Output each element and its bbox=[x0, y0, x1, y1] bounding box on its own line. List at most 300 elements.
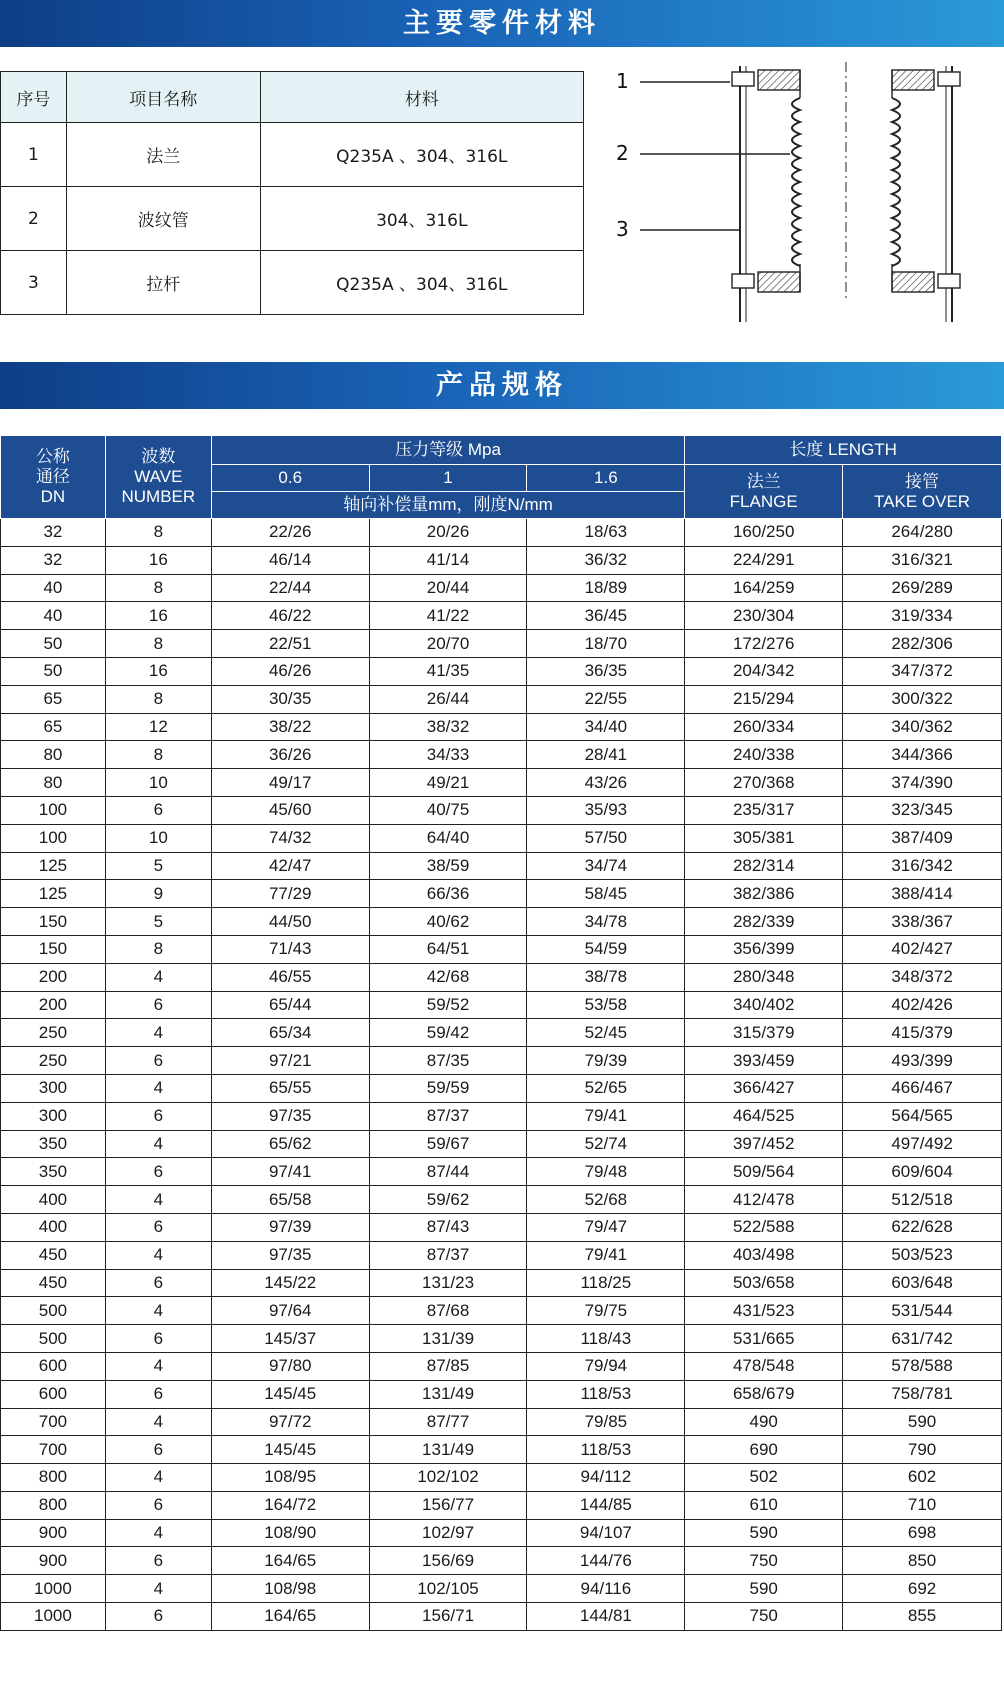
p06-cell: 46/55 bbox=[211, 963, 369, 991]
p16-cell: 79/41 bbox=[527, 1241, 685, 1269]
parts-cell: 2 bbox=[1, 187, 67, 251]
p16-cell: 57/50 bbox=[527, 824, 685, 852]
flange-cell: 240/338 bbox=[685, 741, 843, 769]
parts-header-cell: 项目名称 bbox=[66, 72, 260, 123]
wave-cell: 4 bbox=[105, 1074, 211, 1102]
dn-cell: 32 bbox=[1, 546, 106, 574]
flange-cell: 282/339 bbox=[685, 908, 843, 936]
spec-row bbox=[1, 1436, 1002, 1464]
p1-cell: 49/21 bbox=[369, 769, 527, 797]
takeover-cell: 344/366 bbox=[843, 741, 1002, 769]
p1-cell: 59/42 bbox=[369, 1019, 527, 1047]
flange-bottom-left bbox=[758, 272, 800, 292]
takeover-cell: 497/492 bbox=[843, 1130, 1002, 1158]
p06-cell: 42/47 bbox=[211, 852, 369, 880]
p06-cell: 164/72 bbox=[211, 1491, 369, 1519]
dn-cell: 400 bbox=[1, 1186, 106, 1214]
p06-cell: 65/55 bbox=[211, 1074, 369, 1102]
p16-cell: 144/76 bbox=[527, 1547, 685, 1575]
header-dn bbox=[1, 436, 106, 519]
header-wave-line: NUMBER bbox=[121, 487, 196, 506]
p1-cell: 131/39 bbox=[369, 1325, 527, 1353]
header-pressure: 压力等级 Mpa bbox=[211, 436, 684, 465]
dn-cell: 600 bbox=[1, 1380, 106, 1408]
p16-cell: 38/78 bbox=[527, 963, 685, 991]
section-title-materials: 主要零件材料 bbox=[403, 8, 601, 39]
dn-cell: 200 bbox=[1, 963, 106, 991]
p1-cell: 102/97 bbox=[369, 1519, 527, 1547]
p06-cell: 97/35 bbox=[211, 1102, 369, 1130]
dn-cell: 50 bbox=[1, 630, 106, 658]
wave-cell: 6 bbox=[105, 991, 211, 1019]
spec-row bbox=[1, 1325, 1002, 1353]
dn-cell: 65 bbox=[1, 713, 106, 741]
p06-cell: 164/65 bbox=[211, 1547, 369, 1575]
p16-cell: 118/53 bbox=[527, 1380, 685, 1408]
spec-row bbox=[1, 796, 1002, 824]
dn-cell: 40 bbox=[1, 602, 106, 630]
p16-cell: 43/26 bbox=[527, 769, 685, 797]
p16-cell: 79/41 bbox=[527, 1102, 685, 1130]
spec-row bbox=[1, 1102, 1002, 1130]
flange-cell: 224/291 bbox=[685, 546, 843, 574]
p06-cell: 46/14 bbox=[211, 546, 369, 574]
p16-cell: 34/40 bbox=[527, 713, 685, 741]
p06-cell: 108/90 bbox=[211, 1519, 369, 1547]
p16-cell: 118/43 bbox=[527, 1325, 685, 1353]
wave-cell: 4 bbox=[105, 1297, 211, 1325]
p1-cell: 34/33 bbox=[369, 741, 527, 769]
takeover-cell: 340/362 bbox=[843, 713, 1002, 741]
flange-cell: 215/294 bbox=[685, 685, 843, 713]
flange-cell: 282/314 bbox=[685, 852, 843, 880]
p16-cell: 53/58 bbox=[527, 991, 685, 1019]
spec-row bbox=[1, 685, 1002, 713]
wave-cell: 6 bbox=[105, 1047, 211, 1075]
p06-cell: 38/22 bbox=[211, 713, 369, 741]
dn-cell: 250 bbox=[1, 1019, 106, 1047]
p06-cell: 45/60 bbox=[211, 796, 369, 824]
header-dn-line: 公称 bbox=[35, 447, 70, 466]
wave-cell: 8 bbox=[105, 741, 211, 769]
takeover-cell: 493/399 bbox=[843, 1047, 1002, 1075]
header-takeover-line: TAKE OVER bbox=[874, 491, 971, 511]
p16-cell: 36/45 bbox=[527, 602, 685, 630]
header-dn-line: DN bbox=[40, 487, 66, 506]
p16-cell: 79/75 bbox=[527, 1297, 685, 1325]
header-wave bbox=[105, 436, 211, 519]
wave-cell: 8 bbox=[105, 685, 211, 713]
p06-cell: 97/35 bbox=[211, 1241, 369, 1269]
flange-cell: 750 bbox=[685, 1547, 843, 1575]
dn-cell: 700 bbox=[1, 1436, 106, 1464]
p06-cell: 22/44 bbox=[211, 574, 369, 602]
spec-row bbox=[1, 1297, 1002, 1325]
p06-cell: 145/45 bbox=[211, 1380, 369, 1408]
wave-cell: 9 bbox=[105, 880, 211, 908]
p1-cell: 102/102 bbox=[369, 1464, 527, 1492]
spec-row bbox=[1, 630, 1002, 658]
p06-cell: 71/43 bbox=[211, 935, 369, 963]
flange-cell: 204/342 bbox=[685, 657, 843, 685]
p16-cell: 34/74 bbox=[527, 852, 685, 880]
dn-cell: 350 bbox=[1, 1158, 106, 1186]
dn-cell: 100 bbox=[1, 824, 106, 852]
p06-cell: 145/37 bbox=[211, 1325, 369, 1353]
wave-cell: 8 bbox=[105, 630, 211, 658]
wave-cell: 6 bbox=[105, 1491, 211, 1519]
spec-row bbox=[1, 1547, 1002, 1575]
spec-row bbox=[1, 1491, 1002, 1519]
dn-cell: 450 bbox=[1, 1269, 106, 1297]
flange-cell: 658/679 bbox=[685, 1380, 843, 1408]
p06-cell: 108/98 bbox=[211, 1575, 369, 1603]
takeover-cell: 631/742 bbox=[843, 1325, 1002, 1353]
spec-row bbox=[1, 769, 1002, 797]
p1-cell: 20/70 bbox=[369, 630, 527, 658]
spec-row bbox=[1, 1352, 1002, 1380]
dn-cell: 250 bbox=[1, 1047, 106, 1075]
nut-bottom-left bbox=[732, 274, 754, 288]
flange-top-right bbox=[892, 70, 934, 90]
wave-cell: 6 bbox=[105, 1547, 211, 1575]
dn-cell: 700 bbox=[1, 1408, 106, 1436]
p16-cell: 79/85 bbox=[527, 1408, 685, 1436]
p16-cell: 54/59 bbox=[527, 935, 685, 963]
bellows-left-profile bbox=[792, 98, 800, 266]
flange-cell: 164/259 bbox=[685, 574, 843, 602]
wave-cell: 6 bbox=[105, 1269, 211, 1297]
p1-cell: 87/85 bbox=[369, 1352, 527, 1380]
takeover-cell: 348/372 bbox=[843, 963, 1002, 991]
flange-cell: 412/478 bbox=[685, 1186, 843, 1214]
spec-row bbox=[1, 880, 1002, 908]
dn-cell: 1000 bbox=[1, 1575, 106, 1603]
header-pressure-1-6: 1.6 bbox=[527, 465, 685, 492]
p1-cell: 156/77 bbox=[369, 1491, 527, 1519]
p1-cell: 59/62 bbox=[369, 1186, 527, 1214]
wave-cell: 12 bbox=[105, 713, 211, 741]
takeover-cell: 415/379 bbox=[843, 1019, 1002, 1047]
p06-cell: 65/34 bbox=[211, 1019, 369, 1047]
wave-cell: 6 bbox=[105, 1380, 211, 1408]
p1-cell: 41/14 bbox=[369, 546, 527, 574]
section-title-specs: 产品规格 bbox=[436, 370, 568, 401]
flange-cell: 366/427 bbox=[685, 1074, 843, 1102]
p16-cell: 36/35 bbox=[527, 657, 685, 685]
wave-cell: 8 bbox=[105, 519, 211, 547]
expansion-joint-diagram bbox=[600, 58, 985, 328]
wave-cell: 10 bbox=[105, 824, 211, 852]
section-banner-specs bbox=[0, 362, 1004, 409]
p16-cell: 18/63 bbox=[527, 519, 685, 547]
p1-cell: 59/67 bbox=[369, 1130, 527, 1158]
header-pressure-1: 1 bbox=[369, 465, 527, 492]
header-compensation: 轴向补偿量mm，刚度N/mm bbox=[211, 492, 684, 519]
spec-row bbox=[1, 824, 1002, 852]
p1-cell: 64/40 bbox=[369, 824, 527, 852]
section-banner-materials bbox=[0, 0, 1004, 47]
spec-row bbox=[1, 519, 1002, 547]
p06-cell: 164/65 bbox=[211, 1603, 369, 1631]
wave-cell: 4 bbox=[105, 1130, 211, 1158]
dn-cell: 800 bbox=[1, 1491, 106, 1519]
callout-label-2: 2 bbox=[616, 141, 629, 165]
p06-cell: 65/58 bbox=[211, 1186, 369, 1214]
flange-cell: 531/665 bbox=[685, 1325, 843, 1353]
parts-cell: 拉杆 bbox=[66, 251, 260, 315]
wave-cell: 6 bbox=[105, 1436, 211, 1464]
flange-cell: 464/525 bbox=[685, 1102, 843, 1130]
p1-cell: 40/75 bbox=[369, 796, 527, 824]
p1-cell: 41/35 bbox=[369, 657, 527, 685]
wave-cell: 5 bbox=[105, 852, 211, 880]
p16-cell: 52/68 bbox=[527, 1186, 685, 1214]
p06-cell: 77/29 bbox=[211, 880, 369, 908]
p16-cell: 52/65 bbox=[527, 1074, 685, 1102]
takeover-cell: 590 bbox=[843, 1408, 1002, 1436]
p06-cell: 44/50 bbox=[211, 908, 369, 936]
p06-cell: 49/17 bbox=[211, 769, 369, 797]
header-wave-line: 波数 bbox=[141, 447, 176, 466]
p1-cell: 26/44 bbox=[369, 685, 527, 713]
flange-cell: 397/452 bbox=[685, 1130, 843, 1158]
p16-cell: 18/89 bbox=[527, 574, 685, 602]
takeover-cell: 758/781 bbox=[843, 1380, 1002, 1408]
flange-cell: 490 bbox=[685, 1408, 843, 1436]
dn-cell: 350 bbox=[1, 1130, 106, 1158]
dn-cell: 125 bbox=[1, 880, 106, 908]
wave-cell: 6 bbox=[105, 1603, 211, 1631]
p16-cell: 58/45 bbox=[527, 880, 685, 908]
callout-label-3: 3 bbox=[616, 217, 629, 241]
parts-header-row bbox=[1, 72, 584, 123]
p1-cell: 20/44 bbox=[369, 574, 527, 602]
p16-cell: 22/55 bbox=[527, 685, 685, 713]
takeover-cell: 503/523 bbox=[843, 1241, 1002, 1269]
parts-row bbox=[1, 123, 584, 187]
dn-cell: 100 bbox=[1, 796, 106, 824]
spec-row bbox=[1, 1575, 1002, 1603]
spec-row bbox=[1, 1269, 1002, 1297]
spec-row bbox=[1, 741, 1002, 769]
takeover-cell: 855 bbox=[843, 1603, 1002, 1631]
spec-row bbox=[1, 1380, 1002, 1408]
spec-row bbox=[1, 1213, 1002, 1241]
parts-cell: 法兰 bbox=[66, 123, 260, 187]
p06-cell: 65/62 bbox=[211, 1130, 369, 1158]
wave-cell: 6 bbox=[105, 1325, 211, 1353]
p1-cell: 66/36 bbox=[369, 880, 527, 908]
flange-cell: 235/317 bbox=[685, 796, 843, 824]
takeover-cell: 388/414 bbox=[843, 880, 1002, 908]
p16-cell: 118/53 bbox=[527, 1436, 685, 1464]
p16-cell: 94/112 bbox=[527, 1464, 685, 1492]
wave-cell: 5 bbox=[105, 908, 211, 936]
wave-cell: 4 bbox=[105, 1352, 211, 1380]
p1-cell: 87/44 bbox=[369, 1158, 527, 1186]
p16-cell: 34/78 bbox=[527, 908, 685, 936]
parts-cell: 304、316L bbox=[260, 187, 583, 251]
flange-cell: 503/658 bbox=[685, 1269, 843, 1297]
dn-cell: 50 bbox=[1, 657, 106, 685]
p1-cell: 20/26 bbox=[369, 519, 527, 547]
takeover-cell: 609/604 bbox=[843, 1158, 1002, 1186]
p1-cell: 131/49 bbox=[369, 1436, 527, 1464]
p16-cell: 79/39 bbox=[527, 1047, 685, 1075]
spec-row bbox=[1, 1130, 1002, 1158]
wave-cell: 8 bbox=[105, 935, 211, 963]
dn-cell: 800 bbox=[1, 1464, 106, 1492]
takeover-cell: 710 bbox=[843, 1491, 1002, 1519]
flange-cell: 305/381 bbox=[685, 824, 843, 852]
takeover-cell: 402/427 bbox=[843, 935, 1002, 963]
p16-cell: 52/45 bbox=[527, 1019, 685, 1047]
wave-cell: 6 bbox=[105, 1102, 211, 1130]
dn-cell: 500 bbox=[1, 1297, 106, 1325]
p1-cell: 102/105 bbox=[369, 1575, 527, 1603]
spec-row bbox=[1, 1047, 1002, 1075]
dn-cell: 80 bbox=[1, 769, 106, 797]
takeover-cell: 319/334 bbox=[843, 602, 1002, 630]
spec-row bbox=[1, 602, 1002, 630]
p1-cell: 87/68 bbox=[369, 1297, 527, 1325]
p16-cell: 28/41 bbox=[527, 741, 685, 769]
takeover-cell: 316/321 bbox=[843, 546, 1002, 574]
header-wave-line: WAVE bbox=[134, 467, 183, 486]
p1-cell: 40/62 bbox=[369, 908, 527, 936]
takeover-cell: 323/345 bbox=[843, 796, 1002, 824]
flange-cell: 280/348 bbox=[685, 963, 843, 991]
flange-cell: 750 bbox=[685, 1603, 843, 1631]
header-flange bbox=[685, 465, 843, 519]
takeover-cell: 402/426 bbox=[843, 991, 1002, 1019]
nut-top-left bbox=[732, 72, 754, 86]
flange-cell: 431/523 bbox=[685, 1297, 843, 1325]
dn-cell: 80 bbox=[1, 741, 106, 769]
takeover-cell: 374/390 bbox=[843, 769, 1002, 797]
wave-cell: 4 bbox=[105, 963, 211, 991]
takeover-cell: 603/648 bbox=[843, 1269, 1002, 1297]
dn-cell: 300 bbox=[1, 1102, 106, 1130]
p16-cell: 144/81 bbox=[527, 1603, 685, 1631]
wave-cell: 4 bbox=[105, 1408, 211, 1436]
p06-cell: 74/32 bbox=[211, 824, 369, 852]
dn-cell: 900 bbox=[1, 1519, 106, 1547]
takeover-cell: 300/322 bbox=[843, 685, 1002, 713]
spec-row bbox=[1, 713, 1002, 741]
flange-bottom-right bbox=[892, 272, 934, 292]
p1-cell: 38/59 bbox=[369, 852, 527, 880]
p06-cell: 22/26 bbox=[211, 519, 369, 547]
flange-cell: 315/379 bbox=[685, 1019, 843, 1047]
spec-row bbox=[1, 852, 1002, 880]
takeover-cell: 347/372 bbox=[843, 657, 1002, 685]
spec-row bbox=[1, 963, 1002, 991]
header-pressure-0-6: 0.6 bbox=[211, 465, 369, 492]
p06-cell: 22/51 bbox=[211, 630, 369, 658]
takeover-cell: 692 bbox=[843, 1575, 1002, 1603]
nut-top-right bbox=[938, 72, 960, 86]
dn-cell: 300 bbox=[1, 1074, 106, 1102]
flange-cell: 522/588 bbox=[685, 1213, 843, 1241]
spec-row bbox=[1, 991, 1002, 1019]
dn-cell: 600 bbox=[1, 1352, 106, 1380]
flange-cell: 382/386 bbox=[685, 880, 843, 908]
p06-cell: 46/26 bbox=[211, 657, 369, 685]
spec-header-row bbox=[1, 436, 1002, 465]
p16-cell: 144/85 bbox=[527, 1491, 685, 1519]
spec-row bbox=[1, 1603, 1002, 1631]
p06-cell: 46/22 bbox=[211, 602, 369, 630]
takeover-cell: 564/565 bbox=[843, 1102, 1002, 1130]
parts-header-cell: 材料 bbox=[260, 72, 583, 123]
wave-cell: 10 bbox=[105, 769, 211, 797]
p1-cell: 131/49 bbox=[369, 1380, 527, 1408]
dn-cell: 125 bbox=[1, 852, 106, 880]
spec-row bbox=[1, 935, 1002, 963]
spec-row bbox=[1, 1019, 1002, 1047]
header-takeover bbox=[843, 465, 1002, 519]
flange-cell: 509/564 bbox=[685, 1158, 843, 1186]
flange-cell: 270/368 bbox=[685, 769, 843, 797]
p16-cell: 79/48 bbox=[527, 1158, 685, 1186]
bellows-right-profile bbox=[892, 98, 900, 266]
takeover-cell: 698 bbox=[843, 1519, 1002, 1547]
parts-row bbox=[1, 251, 584, 315]
flange-cell: 340/402 bbox=[685, 991, 843, 1019]
takeover-cell: 269/289 bbox=[843, 574, 1002, 602]
flange-cell: 356/399 bbox=[685, 935, 843, 963]
p1-cell: 87/43 bbox=[369, 1213, 527, 1241]
parts-header-cell: 序号 bbox=[1, 72, 67, 123]
dn-cell: 400 bbox=[1, 1213, 106, 1241]
header-length: 长度 LENGTH bbox=[685, 436, 1002, 465]
spec-row bbox=[1, 1519, 1002, 1547]
takeover-cell: 850 bbox=[843, 1547, 1002, 1575]
flange-cell: 590 bbox=[685, 1575, 843, 1603]
takeover-cell: 512/518 bbox=[843, 1186, 1002, 1214]
header-dn-line: 通径 bbox=[35, 467, 70, 486]
wave-cell: 6 bbox=[105, 1213, 211, 1241]
spec-row bbox=[1, 546, 1002, 574]
spec-row bbox=[1, 1074, 1002, 1102]
flange-cell: 260/334 bbox=[685, 713, 843, 741]
wave-cell: 4 bbox=[105, 1241, 211, 1269]
p06-cell: 97/64 bbox=[211, 1297, 369, 1325]
p06-cell: 97/72 bbox=[211, 1408, 369, 1436]
p1-cell: 87/37 bbox=[369, 1241, 527, 1269]
spec-row bbox=[1, 657, 1002, 685]
parts-table bbox=[0, 71, 584, 315]
p16-cell: 18/70 bbox=[527, 630, 685, 658]
wave-cell: 16 bbox=[105, 657, 211, 685]
takeover-cell: 282/306 bbox=[843, 630, 1002, 658]
p06-cell: 36/26 bbox=[211, 741, 369, 769]
takeover-cell: 316/342 bbox=[843, 852, 1002, 880]
parts-row bbox=[1, 187, 584, 251]
p16-cell: 94/107 bbox=[527, 1519, 685, 1547]
callout-label-1: 1 bbox=[616, 69, 629, 93]
spec-row bbox=[1, 1158, 1002, 1186]
header-takeover-line: 接管 bbox=[905, 471, 940, 491]
spec-row bbox=[1, 1408, 1002, 1436]
p16-cell: 94/116 bbox=[527, 1575, 685, 1603]
p16-cell: 79/94 bbox=[527, 1352, 685, 1380]
p1-cell: 59/52 bbox=[369, 991, 527, 1019]
p06-cell: 97/80 bbox=[211, 1352, 369, 1380]
wave-cell: 6 bbox=[105, 796, 211, 824]
